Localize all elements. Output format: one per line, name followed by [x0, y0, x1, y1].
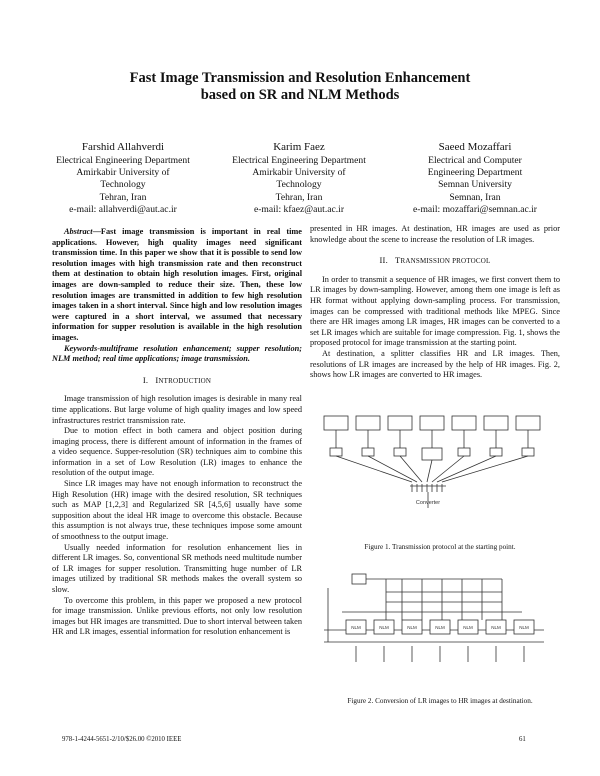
author-dept: Electrical Engineering Department — [56, 155, 190, 166]
section-heading-introduction: I. INTRODUCTION — [142, 374, 212, 385]
author-name: Karim Faez — [273, 141, 325, 153]
hr-frame — [516, 416, 540, 430]
hr-frame — [420, 416, 444, 430]
keywords: Keywords-multiframe resolution enhancement; supper resolution; NLM method; real time applications; image transmission. — [52, 343, 302, 364]
hr-frame — [324, 416, 348, 430]
author-dept: Electrical Engineering Department — [232, 155, 366, 166]
nlm-label: NLM — [463, 625, 473, 630]
footer-isbn: 978-1-4244-5651-2/10/$26.00 ©2010 IEEE — [62, 736, 182, 743]
nlm-label: NLM — [519, 625, 529, 630]
author-block-3 — [380, 140, 570, 216]
author-city: Tehran, Iran — [275, 191, 323, 203]
nlm-label: NLM — [351, 625, 361, 630]
author-univ: Technology — [100, 179, 146, 191]
author-block-2 — [204, 140, 394, 216]
author-city: Tehran, Iran — [99, 191, 147, 203]
nlm-label: NLM — [407, 625, 417, 630]
nlm-label: NLM — [491, 625, 501, 630]
continued-paragraph: presented in HR images. At destination, HR images are used as prior knowledge about the scene to increase the resolution of LR images. — [310, 224, 560, 244]
author-name: Saeed Mozaffari — [438, 141, 512, 153]
figure-2-diagram — [322, 572, 548, 666]
author-email[interactable]: e-mail: kfaez@aut.ac.ir — [253, 203, 345, 215]
author-block-1 — [28, 140, 218, 216]
figure-2-caption: Figure 2. Conversion of LR images to HR images at destination. — [347, 697, 533, 705]
author-name: Farshid Allahverdi — [81, 141, 165, 153]
hr-frame — [452, 416, 476, 430]
abstract-text: —Fast image transmission is important in real time applications. However, high quality images need significant transmission time. In this paper we show that it is possible to send low resolution images with high transmission rate and then reconstruct them at destination to obtain high resolution images. First, original images are down-sampled to reduce their size. Then, these low resolution images are transmitted in addition to few high resolution images taken in a short interval. Since high and low resolution images were captured in a short interval, we assumed that necessary information for supper resolution is available in the high resolution images. — [52, 227, 302, 342]
author-univ: Semnan University — [438, 179, 512, 191]
author-email[interactable]: e-mail: allahverdi@aut.ac.ir — [69, 203, 177, 215]
section-heading-transmission: II. TRANSMISSION PROTOCOL — [379, 255, 491, 266]
right-column — [310, 224, 560, 381]
author-city: Semnan, Iran — [449, 191, 501, 203]
intro-paragraph-3: Since LR images may have not enough information to reconstruct the High Resolution (HR) image with the desired resolution, SR techniques such as MAP [1,2,3] and Regularized SR [4,5,6] usually have some supposition about the ideal HR image to overcome this obstacle. Because this assumption is not always true, these techniques impose some amount of smoothness to the output image. — [52, 479, 302, 542]
page-number: 61 — [519, 736, 526, 743]
author-univ: Amirkabir University of — [76, 167, 170, 179]
hr-frame — [356, 416, 380, 430]
abstract-label: Abstract — [64, 227, 93, 236]
protocol-paragraph-2: At destination, a splitter classifies HR and LR images. Then, resolutions of LR images are increased by the help of HR images. Fig. 2, shows how LR images are converted to HR images. — [310, 348, 560, 380]
intro-paragraph-4: Usually needed information for resolution enhancement lies in different LR images. So, conventional SR methods need multitude number of LR images for supper resolution. Transmitting huge number of LR images utilized by traditional SR methods makes the overall system so slow. — [52, 542, 302, 594]
title-line-2: based on SR and NLM Methods — [200, 87, 400, 103]
hr-frame — [484, 416, 508, 430]
protocol-paragraph-1: In order to transmit a sequence of HR images, we first convert them to LR images by down-sampling. However, among them one image is left as HR format without applying down-sampling process. For transmission, images can be compressed with traditional methods like MPEG. Since there are HR images among LR images, HR images can be converted to a set LR images which are suitable for image compression. Fig. 1, shows the proposed protocol for image transmission at the starting point. — [310, 274, 560, 348]
left-column — [52, 227, 302, 638]
input-box — [352, 574, 366, 584]
author-email[interactable]: e-mail: mozaffari@semnan.ac.ir — [413, 203, 537, 215]
nlm-label: NLM — [435, 625, 445, 630]
intro-paragraph-1: Image transmission of high resolution images is desirable in many real time applications. But large volume of high quality images and low speed infrastructures restrict transmission rate. — [52, 394, 302, 425]
title-line-1: Fast Image Transmission and Resolution Enhancement — [129, 70, 471, 86]
intro-paragraph-5: To overcome this problem, in this paper we proposed a new protocol for image transmission. Unlike previous efforts, not only low resolution images but HR images are transmitted. Due to short interval between taken HR and LR images, essential information for resolution enhancement is — [52, 595, 302, 637]
author-univ: Technology — [276, 179, 322, 191]
author-univ: Engineering Department — [427, 167, 523, 179]
intro-paragraph-2: Due to motion effect in both camera and object position during imaging process, there is different amount of information in the frames of a video sequence. Supper-resolution (SR) techniques aim to combine this information in a set of Low Resolution (LR) images to enhance the resolution of the output image. — [52, 426, 302, 478]
paper-title — [0, 70, 600, 104]
figure-1-diagram — [322, 412, 548, 530]
author-univ: Amirkabir University of — [252, 167, 346, 179]
hr-frame — [388, 416, 412, 430]
converter-label: Converter — [415, 500, 441, 506]
figure-1-caption: Figure 1. Transmission protocol at the starting point. — [364, 543, 516, 551]
author-dept: Electrical and Computer — [428, 155, 522, 166]
abstract — [52, 227, 302, 344]
nlm-label: NLM — [379, 625, 389, 630]
